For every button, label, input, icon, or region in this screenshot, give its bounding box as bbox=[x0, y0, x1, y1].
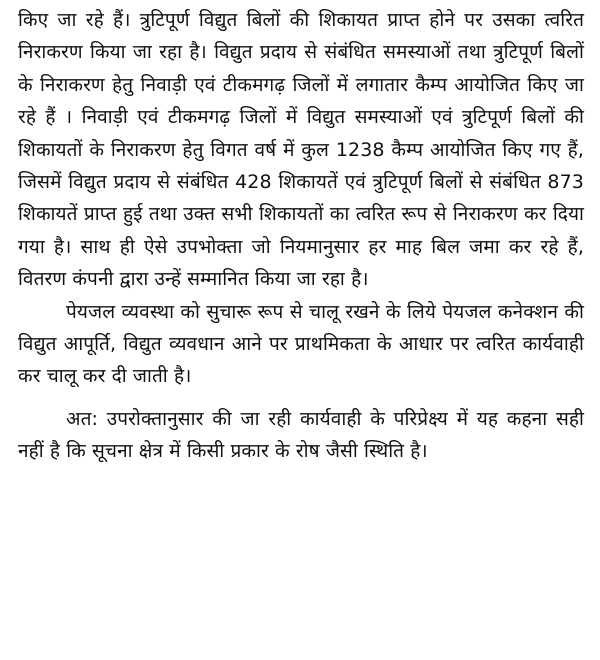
paragraph-complaints: किए जा रहे हैं। त्रुटिपूर्ण विद्युत बिलों की शिकायत प्राप्त होने पर उसका त्वरित निराकरण किया जा रहा है। विद्युत प्रदाय से संबंधित समस्याओं तथा त्रुटिपूर्ण बिलों के निराकरण हेतु निवाड़ी एवं टीकमगढ़ जिलों में लगातार कैम्प आयोजित किए जा रहे हैं । निवाड़ी एवं टीकमगढ़ जिलों में विद्युत समस्याओं एवं त्रुटिपूर्ण बिलों की शिकायतों के निराकरण हेतु विगत वर्ष में कुल 1238 कैम्प आयोजित किए गए हैं, जिसमें विद्युत प्रदाय से संबंधित 428 शिकायतें एवं त्रुटिपूर्ण बिलों से संबंधित 873 शिकायतें प्राप्त हुई तथा उक्त सभी शिकायतों का त्वरित रूप से निराकरण कर दिया गया है। साथ ही ऐसे उपभोक्ता जो नियमानुसार हर माह बिल जमा कर रहे हैं, वितरण कंपनी द्वारा उन्हें सम्मानित किया जा रहा है। bbox=[18, 9, 584, 291]
paragraph-conclusion: अत: उपरोक्तानुसार की जा रही कार्यवाही के परिप्रेक्ष्य में यह कहना सही नहीं है कि सूचना क्षेत्र में किसी प्रकार के रोष जैसी स्थिति है। bbox=[18, 407, 584, 463]
paragraph-water-supply: पेयजल व्यवस्था को सुचारू रूप से चालू रखने के लिये पेयजल कनेक्शन की विद्युत आपूर्ति, विद्युत व्यवधान आने पर प्राथमिकता के आधार पर त्वरित कार्यवाही कर चालू कर दी जाती है। bbox=[18, 300, 584, 388]
